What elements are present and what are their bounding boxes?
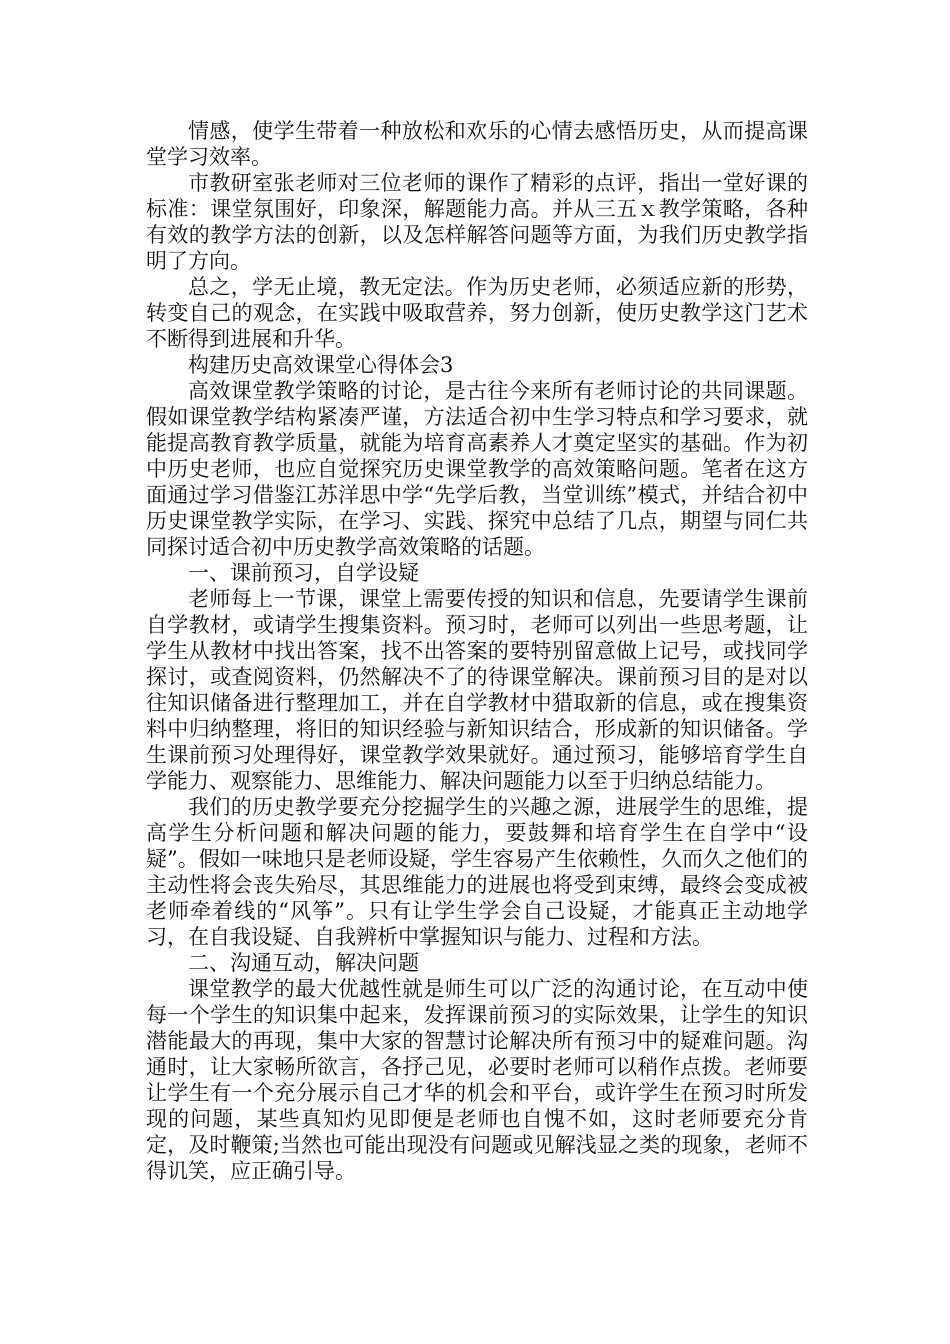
section-heading: 二、沟通互动，解决问题	[188, 951, 419, 975]
document-body	[146, 118, 808, 1184]
paragraph: 高效课堂教学策略的讨论，是古往今来所有老师讨论的共同课题。假如课堂教学结构紧凑严谨，方法适合初中生学习特点和学习要求，就能提高教育教学质量，就能为培育高素养人才奠定坚实的基础。作为初中历史老师，也应自觉探究历史课堂教学的高效策略问题。笔者在这方面通过学习借鉴江苏洋思中学“先学后教，当堂训练”模式，并结合初中历史课堂教学实际，在学习、实践、探究中总结了几点，期望与同仁共同探讨适合初中历史教学高效策略的话题。	[146, 379, 808, 559]
paragraph: 课堂教学的最大优越性就是师生可以广泛的沟通讨论，在互动中使每一个学生的知识集中起来，发挥课前预习的实际效果，让学生的知识潜能最大的再现，集中大家的智慧讨论解决所有预习中的疑难问题。沟通时，让大家畅所欲言，各抒己见，必要时老师可以稍作点拨。老师要让学生有一个充分展示自己才华的机会和平台，或许学生在预习时所发现的问题，某些真知灼见即便是老师也自愧不如，这时老师要充分肯定，及时鞭策;当然也可能出现没有问题或见解浅显之类的现象，老师不得讥笑，应正确引导。	[146, 977, 808, 1183]
paragraph: 老师每上一节课，课堂上需要传授的知识和信息，先要请学生课前自学教材，或请学生搜集资料。预习时，老师可以列出一些思考题，让学生从教材中找出答案，找不出答案的要特别留意做上记号，或找同学探讨，或查阅资料，仍然解决不了的待课堂解决。课前预习目的是对以往知识储备进行整理加工，并在自学教材中猎取新的信息，或在搜集资料中归纳整理，将旧的知识经验与新知识结合，形成新的知识储备。学生课前预习处理得好，课堂教学效果就好。通过预习，能够培育学生自学能力、观察能力、思维能力、解决问题能力以至于归纳总结能力。	[146, 587, 808, 793]
paragraph: 总之，学无止境，教无定法。作为历史老师，必须适应新的形势，转变自己的观念，在实践中吸取营养，努力创新，使历史教学这门艺术不断得到进展和升华。	[146, 275, 808, 351]
paragraph: 市教研室张老师对三位老师的课作了精彩的点评，指出一堂好课的标准：课堂氛围好，印象深，解题能力高。并从三五ｘ教学策略，各种有效的教学方法的创新，以及怎样解答问题等方面，为我们历史教学指明了方向。	[146, 171, 808, 273]
section-title: 构建历史高效课堂心得体会3	[188, 353, 454, 377]
paragraph: 情感，使学生带着一种放松和欢乐的心情去感悟历史，从而提高课堂学习效率。	[146, 119, 808, 169]
section-heading: 一、课前预习，自学设疑	[188, 561, 419, 585]
paragraph: 我们的历史教学要充分挖掘学生的兴趣之源，进展学生的思维，提高学生分析问题和解决问题的能力，要鼓舞和培育学生在自学中“设疑”。假如一味地只是老师设疑，学生容易产生依赖性，久而久之他们的主动性将会丧失殆尽，其思维能力的进展也将受到束缚，最终会变成被老师牵着线的“风筝”。只有让学生学会自己设疑，才能真正主动地学习，在自我设疑、自我辨析中掌握知识与能力、过程和方法。	[146, 795, 808, 949]
